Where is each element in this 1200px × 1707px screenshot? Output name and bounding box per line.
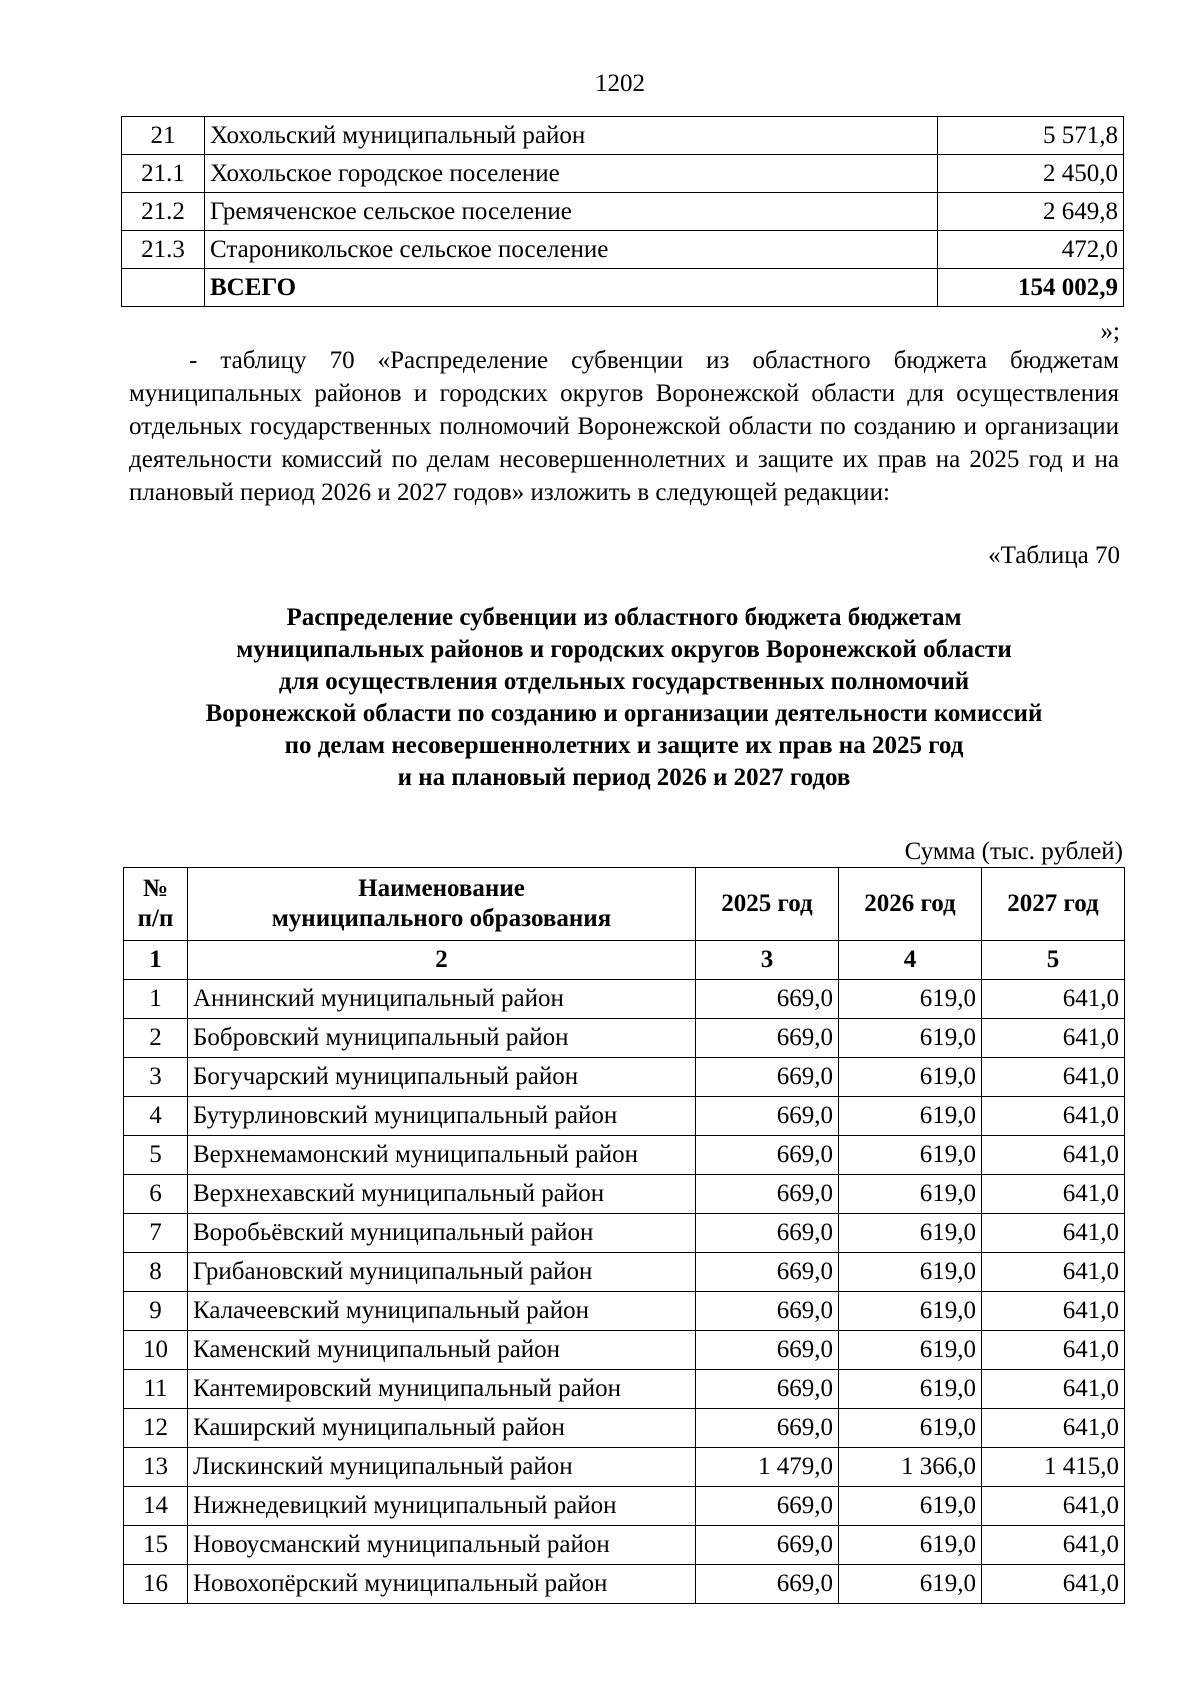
total-value: 154 002,9 — [938, 269, 1124, 307]
table-row — [124, 1292, 1125, 1331]
row-number: 21.1 — [122, 155, 205, 193]
row-number: 5 — [124, 1136, 188, 1175]
value-2025: 669,0 — [696, 1565, 839, 1604]
value-2026: 619,0 — [839, 1175, 982, 1214]
value-2027: 641,0 — [982, 1292, 1125, 1331]
amendment-paragraph: - таблицу 70 «Распределение субвенции из областного бюджета бюджетам муниципальных районов и городских округов Воронежской области для осуществления отдельных государственных полномочий Воронежской области по созданию и организации деятельности комиссий по делам несовершеннолетних и защите их прав на 2025 год и на плановый период 2026 и 2027 годов» изложить в следующей редакции: — [129, 347, 1119, 506]
value-2025: 1 479,0 — [696, 1448, 839, 1487]
table-title — [129, 602, 1119, 794]
row-name: Кантемировский муниципальный район — [188, 1370, 696, 1409]
table-row — [124, 1214, 1125, 1253]
row-value: 472,0 — [938, 231, 1124, 269]
value-2026: 619,0 — [839, 1097, 982, 1136]
value-2026: 619,0 — [839, 1058, 982, 1097]
header-2025: 2025 год — [696, 868, 839, 941]
total-row — [122, 269, 1124, 307]
table-row — [122, 117, 1124, 155]
value-2027: 1 415,0 — [982, 1448, 1125, 1487]
row-number: 10 — [124, 1331, 188, 1370]
row-number: 2 — [124, 1019, 188, 1058]
column-index: 4 — [839, 941, 982, 980]
row-number: 15 — [124, 1526, 188, 1565]
row-name: Хохольский муниципальный район — [205, 117, 938, 155]
table-row — [124, 1175, 1125, 1214]
value-2026: 619,0 — [839, 1019, 982, 1058]
header-2027: 2027 год — [982, 868, 1125, 941]
value-2026: 619,0 — [839, 1565, 982, 1604]
value-2027: 641,0 — [982, 1253, 1125, 1292]
row-number: 14 — [124, 1487, 188, 1526]
column-index-row — [124, 941, 1125, 980]
table-label: «Таблица 70 — [988, 542, 1120, 569]
column-index: 1 — [124, 941, 188, 980]
value-2025: 669,0 — [696, 1331, 839, 1370]
value-2027: 641,0 — [982, 1019, 1125, 1058]
value-2026: 619,0 — [839, 1331, 982, 1370]
row-name: Верхнемамонский муниципальный район — [188, 1136, 696, 1175]
table-row — [124, 1487, 1125, 1526]
value-2026: 1 366,0 — [839, 1448, 982, 1487]
row-number: 21.3 — [122, 231, 205, 269]
row-number: 7 — [124, 1214, 188, 1253]
row-number: 4 — [124, 1097, 188, 1136]
row-number: 13 — [124, 1448, 188, 1487]
column-index: 3 — [696, 941, 839, 980]
value-2026: 619,0 — [839, 1487, 982, 1526]
row-name: Воробьёвский муниципальный район — [188, 1214, 696, 1253]
value-2026: 619,0 — [839, 1409, 982, 1448]
title-line: Распределение субвенции из областного бюджета бюджетам — [286, 604, 962, 631]
value-2025: 669,0 — [696, 1409, 839, 1448]
row-value: 2 649,8 — [938, 193, 1124, 231]
value-2027: 641,0 — [982, 1175, 1125, 1214]
table-row — [124, 1136, 1125, 1175]
continuation-table — [121, 116, 1124, 307]
row-name: Новоусманский муниципальный район — [188, 1526, 696, 1565]
value-2026: 619,0 — [839, 1370, 982, 1409]
header-2026: 2026 год — [839, 868, 982, 941]
value-2025: 669,0 — [696, 1253, 839, 1292]
table-row — [122, 155, 1124, 193]
table-row — [124, 1448, 1125, 1487]
title-line: для осуществления отдельных государственных полномочий — [278, 668, 970, 695]
value-2027: 641,0 — [982, 1409, 1125, 1448]
value-2027: 641,0 — [982, 1214, 1125, 1253]
table-row — [124, 1526, 1125, 1565]
title-line: и на плановый период 2026 и 2027 годов — [397, 764, 851, 791]
value-2025: 669,0 — [696, 1526, 839, 1565]
value-2025: 669,0 — [696, 1019, 839, 1058]
row-name: Каширский муниципальный район — [188, 1409, 696, 1448]
value-2025: 669,0 — [696, 980, 839, 1019]
row-number: 11 — [124, 1370, 188, 1409]
title-line: муниципальных районов и городских округов Воронежской области — [236, 636, 1012, 663]
value-2025: 669,0 — [696, 1136, 839, 1175]
table-row — [124, 1565, 1125, 1604]
table-row — [124, 1058, 1125, 1097]
table-row — [124, 1253, 1125, 1292]
row-name: Новохопёрский муниципальный район — [188, 1565, 696, 1604]
value-2025: 669,0 — [696, 1058, 839, 1097]
row-number: 9 — [124, 1292, 188, 1331]
table-row — [122, 193, 1124, 231]
column-index: 5 — [982, 941, 1125, 980]
row-number: 21.2 — [122, 193, 205, 231]
row-name: Нижнедевицкий муниципальный район — [188, 1487, 696, 1526]
row-name: Бутурлиновский муниципальный район — [188, 1097, 696, 1136]
row-name: Верхнехавский муниципальный район — [188, 1175, 696, 1214]
value-2027: 641,0 — [982, 1565, 1125, 1604]
row-name: Бобровский муниципальный район — [188, 1019, 696, 1058]
title-line: по делам несовершеннолетних и защите их прав на 2025 год — [284, 732, 964, 759]
row-number: 12 — [124, 1409, 188, 1448]
row-number: 16 — [124, 1565, 188, 1604]
table-row — [124, 1097, 1125, 1136]
value-2025: 669,0 — [696, 1487, 839, 1526]
row-number: 3 — [124, 1058, 188, 1097]
column-index: 2 — [188, 941, 696, 980]
value-2027: 641,0 — [982, 1331, 1125, 1370]
value-2027: 641,0 — [982, 1526, 1125, 1565]
value-2026: 619,0 — [839, 1214, 982, 1253]
value-2025: 669,0 — [696, 1292, 839, 1331]
units-label: Сумма (тыс. рублей) — [904, 838, 1123, 865]
table-row — [124, 980, 1125, 1019]
row-name: Аннинский муниципальный район — [188, 980, 696, 1019]
value-2027: 641,0 — [982, 1136, 1125, 1175]
closing-quote: »; — [1100, 318, 1120, 345]
value-2026: 619,0 — [839, 1136, 982, 1175]
header-number: № п/п — [124, 868, 188, 941]
row-value: 2 450,0 — [938, 155, 1124, 193]
row-number: 21 — [122, 117, 205, 155]
value-2027: 641,0 — [982, 1058, 1125, 1097]
value-2026: 619,0 — [839, 980, 982, 1019]
table-row — [124, 1370, 1125, 1409]
row-name: Каменский муниципальный район — [188, 1331, 696, 1370]
page-number: 1202 — [595, 70, 645, 97]
value-2025: 669,0 — [696, 1097, 839, 1136]
row-name: Калачеевский муниципальный район — [188, 1292, 696, 1331]
row-name: Богучарский муниципальный район — [188, 1058, 696, 1097]
row-number: 1 — [124, 980, 188, 1019]
total-number — [122, 269, 205, 307]
value-2027: 641,0 — [982, 1097, 1125, 1136]
value-2027: 641,0 — [982, 1370, 1125, 1409]
value-2025: 669,0 — [696, 1175, 839, 1214]
table-row — [124, 1409, 1125, 1448]
row-value: 5 571,8 — [938, 117, 1124, 155]
row-number: 8 — [124, 1253, 188, 1292]
row-number: 6 — [124, 1175, 188, 1214]
header-name: Наименование муниципального образования — [188, 868, 696, 941]
row-name: Грибановский муниципальный район — [188, 1253, 696, 1292]
value-2026: 619,0 — [839, 1526, 982, 1565]
header-row — [124, 868, 1125, 941]
row-name: Староникольское сельское поселение — [205, 231, 938, 269]
table-row — [124, 1331, 1125, 1370]
table-row — [122, 231, 1124, 269]
subvention-table — [123, 867, 1125, 1604]
row-name: Лискинский муниципальный район — [188, 1448, 696, 1487]
table-row — [124, 1019, 1125, 1058]
value-2025: 669,0 — [696, 1214, 839, 1253]
row-name: Хохольское городское поселение — [205, 155, 938, 193]
total-label: ВСЕГО — [205, 269, 938, 307]
value-2027: 641,0 — [982, 1487, 1125, 1526]
title-line: Воронежской области по созданию и организации деятельности комиссий — [205, 700, 1043, 727]
value-2025: 669,0 — [696, 1370, 839, 1409]
value-2027: 641,0 — [982, 980, 1125, 1019]
row-name: Гремяченское сельское поселение — [205, 193, 938, 231]
value-2026: 619,0 — [839, 1253, 982, 1292]
value-2026: 619,0 — [839, 1292, 982, 1331]
